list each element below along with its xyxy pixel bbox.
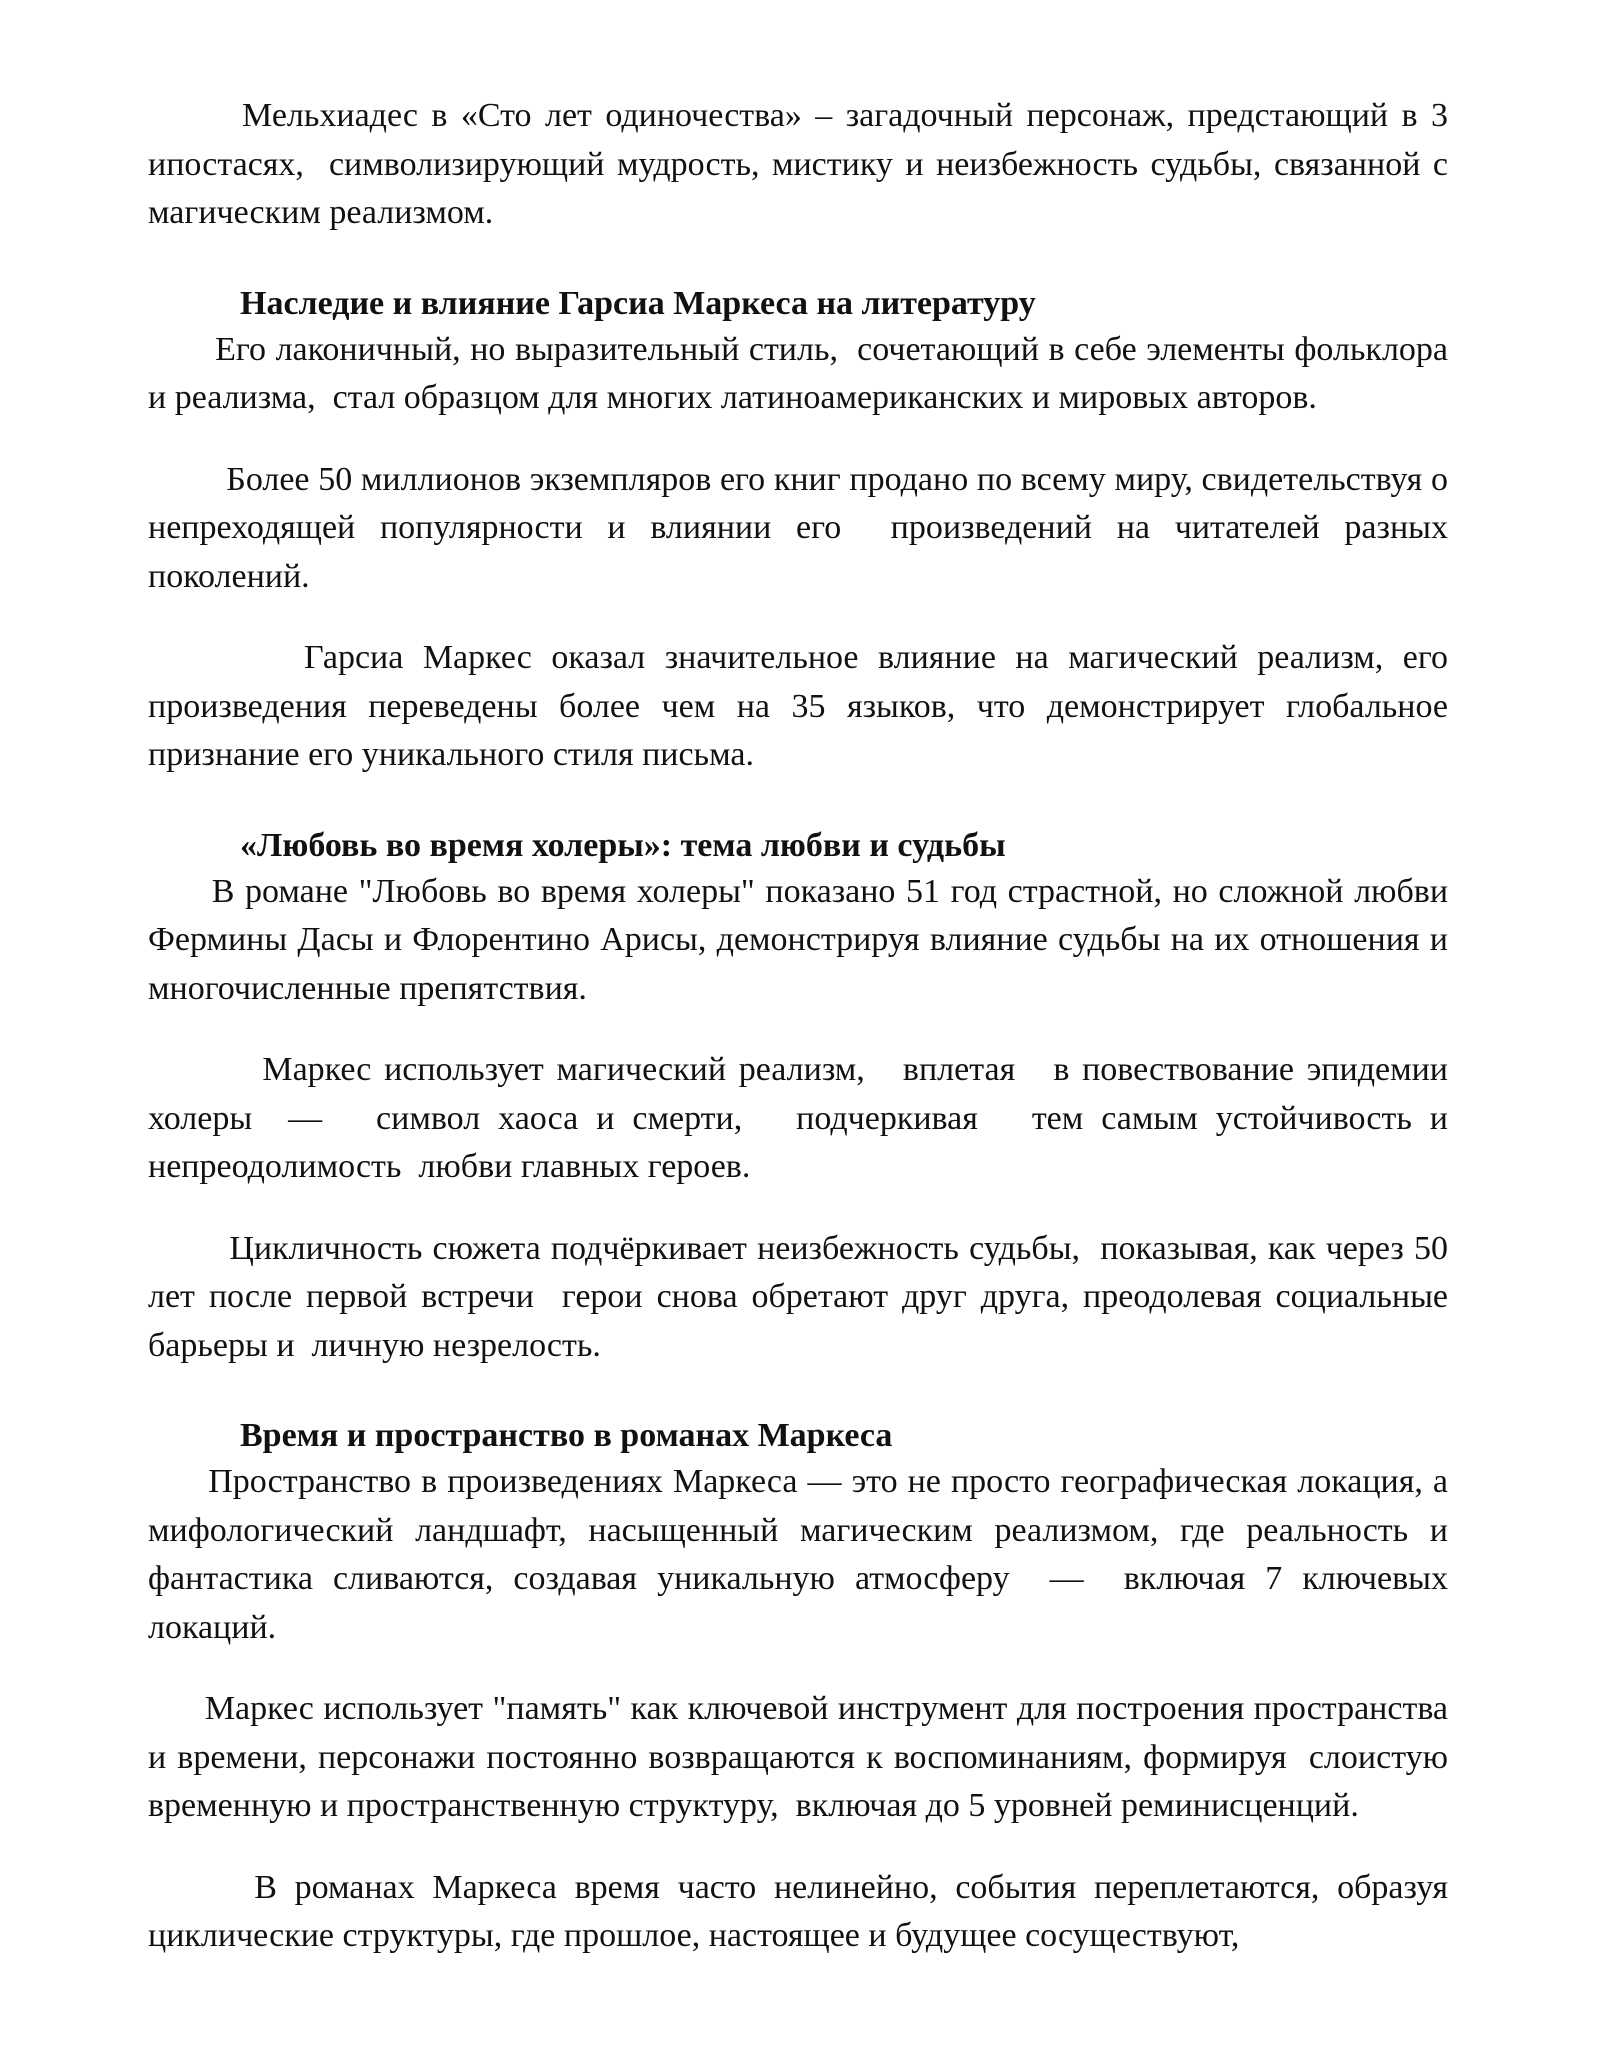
paragraph-memory: Маркес использует "память" как ключевой инструмент для построения пространства и времени, персонажи постоянно возвращаются к воспоминаниям, формируя слоистую временную и пространственную структуру, включая до 5 уровней реминисценций. xyxy=(148,1690,1457,1824)
paragraph-translations: Гарсиа Маркес оказал значительное влияние на магический реализм, его произведения переведены более чем на 35 языков, что демонстрирует глобальное признание его уникального стиля письма. xyxy=(148,639,1457,773)
spacer xyxy=(148,601,1448,634)
heading-time-space: Время и пространство в романах Маркеса xyxy=(240,1417,893,1454)
paragraph-space: Пространство в произведениях Маркеса — это не просто географическая локация, а мифологический ландшафт, насыщенный магическим реализмом, где реальность и фантастика сливаются, создавая уникальную атмосферу — включая 7 ключевых локаций. xyxy=(148,1463,1457,1646)
spacer xyxy=(148,780,1448,824)
paragraph-time: В романах Маркеса время часто нелинейно, события переплетаются, образуя циклические структуры, где прошлое, настоящее и будущее сосуществуют, xyxy=(148,1868,1457,1954)
spacer xyxy=(148,1652,1448,1685)
paragraph-novel-love: В романе "Любовь во время холеры" показано 51 год страстной, но сложной любви Фермины Дасы и Флорентино Арисы, демонстрируя влияние судьбы на их отношения и многочисленные препятствия. xyxy=(148,872,1457,1007)
heading-love-cholera: «Любовь во время холеры»: тема любви и судьбы xyxy=(240,826,1006,864)
paragraph-melquiades: Мельхиадес в «Сто лет одиночества» – загадочный персонаж, предстающий в 3 ипостасях, символизирующий мудрость, мистику и неизбежность судьбы, связанной с магическим реализмом. xyxy=(148,97,1457,231)
spacer xyxy=(148,1013,1448,1046)
heading-legacy: Наследие и влияние Гарсиа Маркеса на литературу xyxy=(240,284,1036,322)
paragraph-copies-sold: Более 50 миллионов экземпляров его книг продано по всему миру, свидетельствуя о непреходящей популярности и влиянии его произведений на читателей разных поколений. xyxy=(148,460,1457,595)
paragraph-style: Его лаконичный, но выразительный стиль, сочетающий в себе элементы фольклора и реализма, стал образцом для многих латиноамериканских и мировых авторов. xyxy=(148,330,1457,416)
document-page xyxy=(148,92,1465,1961)
spacer xyxy=(148,238,1448,282)
paragraph-cholera-symbol: Маркес использует магический реализм, вплетая в повествование эпидемии холеры — символ хаоса и смерти, подчеркивая тем самым устойчивость и непреодолимость любви главных героев. xyxy=(148,1051,1465,1185)
spacer xyxy=(148,1192,1448,1225)
spacer xyxy=(148,1831,1448,1864)
spacer xyxy=(148,1370,1448,1414)
spacer xyxy=(148,423,1448,456)
paragraph-cyclicity: Цикличность сюжета подчёркивает неизбежность судьбы, показывая, как через 50 лет после первой встречи герои снова обретают друг друга, преодолевая социальные барьеры и личную незрелость. xyxy=(148,1229,1457,1364)
